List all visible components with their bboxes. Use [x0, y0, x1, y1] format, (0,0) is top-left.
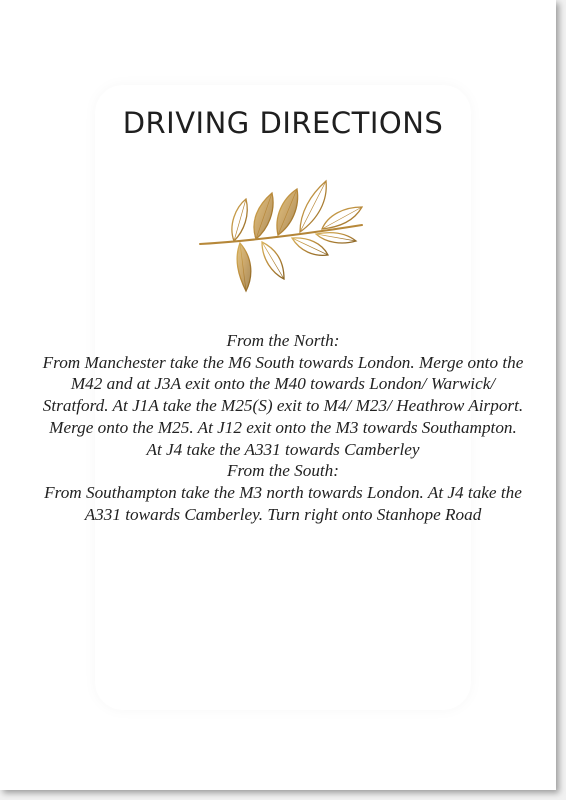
north-heading: From the North:	[226, 331, 340, 350]
directions-text	[40, 330, 526, 525]
page-title: DRIVING DIRECTIONS	[122, 106, 444, 140]
north-directions: From Manchester take the M6 South towards London. Merge onto the M42 and at J3A exit onto the M40 towards London/ Warwick/ Stratford. At J1A take the M25(S) exit to M4/ M23/ Heathrow Airport. Merge onto the M25. At J12 exit onto the M3 towards Southampton. At J4 take the A331 towards Camberley	[42, 352, 524, 459]
olive-branch-icon	[196, 175, 368, 297]
south-heading: From the South:	[226, 461, 340, 481]
south-directions: From Southampton take the M3 north towards London. At J4 take the A331 towards Camberley. Turn right onto Stanhope Road	[44, 482, 522, 524]
